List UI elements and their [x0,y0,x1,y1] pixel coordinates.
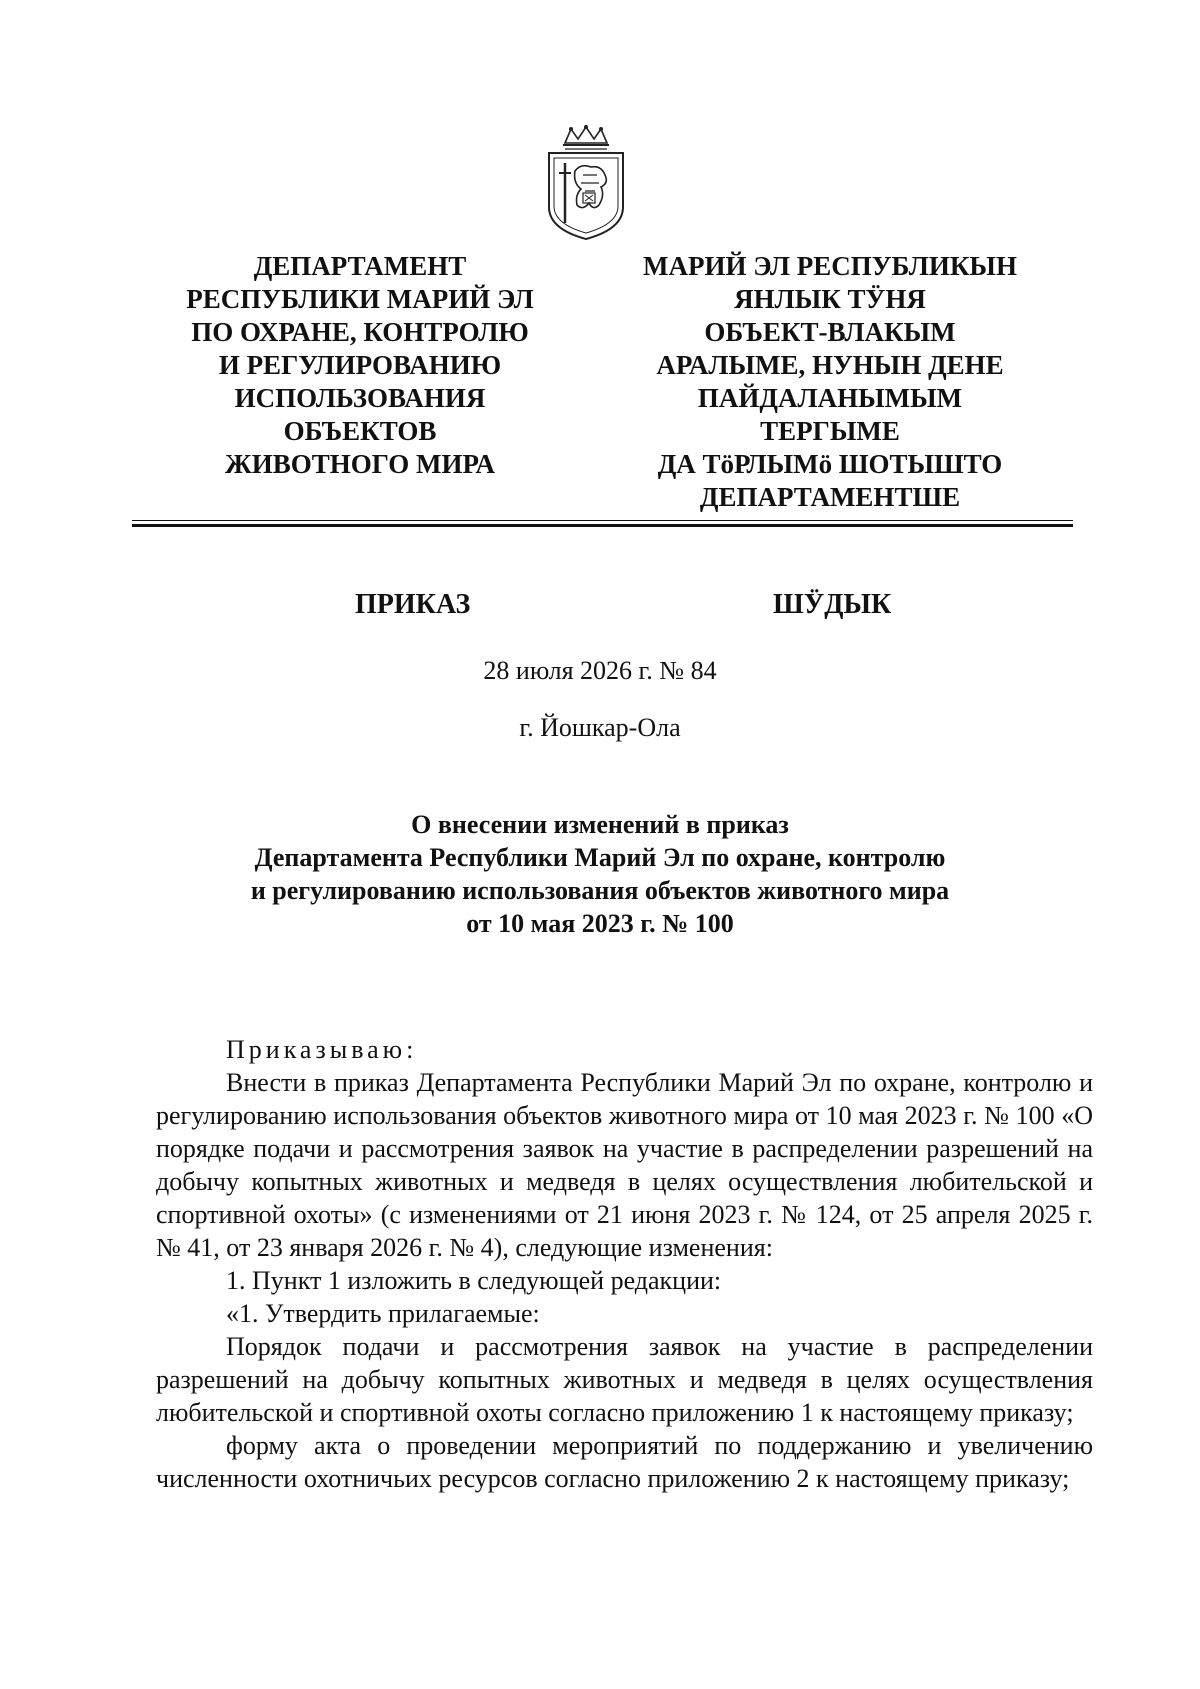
order-word: Приказываю: [226,1035,418,1064]
header-left-line: И РЕГУЛИРОВАНИЮ [218,350,502,380]
header-right-line: ПАЙДАЛАНЫМЫМ [697,383,963,413]
title-line: от 10 мая 2023 г. № 100 [466,909,734,938]
department-name-russian [150,250,570,481]
document-type-mari: ШӰДЫК [773,589,892,620]
header-left-line: ДЕПАРТАМЕНТ [253,251,467,281]
date-and-number: 28 июля 2026 г. № 84 [483,656,717,685]
header-left-line: ПО ОХРАНЕ, КОНТРОЛЮ [191,317,529,347]
body-paragraph: Внести в приказ Департамента Республики Марий Эл по охране, контролю и регулированию использования объектов животного мира от 10 мая 2023 г. № 100 «О порядке подачи и рассмотрения заявок на участие в распределении разрешений на добычу копытных животных и медведя в целях осуществления любительской и спортивной охоты» (с изменениями от 21 июня 2023 г. № 124, от 25 апреля 2025 г. № 41, от 23 января 2026 г. № 4), следующие изменения: [156,1068,1093,1262]
header-right-line: ЯНЛЫК ТӰНЯ [734,284,926,314]
city: г. Йошкар-Ола [519,713,681,742]
header-divider-thin [132,520,1073,521]
header-right-line: ДЕПАРТАМЕНТШЕ [699,482,961,512]
body-paragraph: форму акта о проведении мероприятий по поддержанию и увеличению численности охотничьих ресурсов согласно приложению 2 к настоящему приказу; [156,1431,1093,1493]
header-right-line: ДА ТӧРЛЫМӧ ШОТЫШТО [657,449,1003,479]
header-left-line: ИСПОЛЬЗОВАНИЯ [234,383,486,413]
header-left-line: ОБЪЕКТОВ [283,416,437,446]
header-left-line: РЕСПУБЛИКИ МАРИЙ ЭЛ [186,284,534,314]
order-body [156,1033,1093,1495]
document-type-russian: ПРИКАЗ [355,589,471,620]
header-right-line: МАРИЙ ЭЛ РЕСПУБЛИКЫН [643,251,1017,281]
body-item: «1. Утвердить прилагаемые: [226,1299,540,1328]
body-item: 1. Пункт 1 изложить в следующей редакции: [226,1266,722,1295]
coat-of-arms-emblem [545,125,627,241]
header-right-line: ТЕРГЫМЕ [760,416,900,446]
department-name-mari [610,250,1050,514]
title-line: и регулированию использования объектов животного мира [250,876,950,905]
title-line: О внесении изменений в приказ [411,810,789,839]
header-left-line: ЖИВОТНОГО МИРА [225,449,495,479]
body-paragraph: Порядок подачи и рассмотрения заявок на участие в распределении разрешений на добычу копытных животных и медведя в целях осуществления любительской и спортивной охоты согласно приложению 1 к настоящему приказу; [156,1332,1093,1427]
title-line: Департамента Республики Марий Эл по охране, контролю [254,843,946,872]
header-divider-thick [132,524,1073,527]
header-right-line: ОБЪЕКТ-ВЛАКЫМ [704,317,956,347]
header-right-line: АРАЛЫМЕ, НУНЫН ДЕНЕ [656,350,1004,380]
order-title [0,808,1200,940]
